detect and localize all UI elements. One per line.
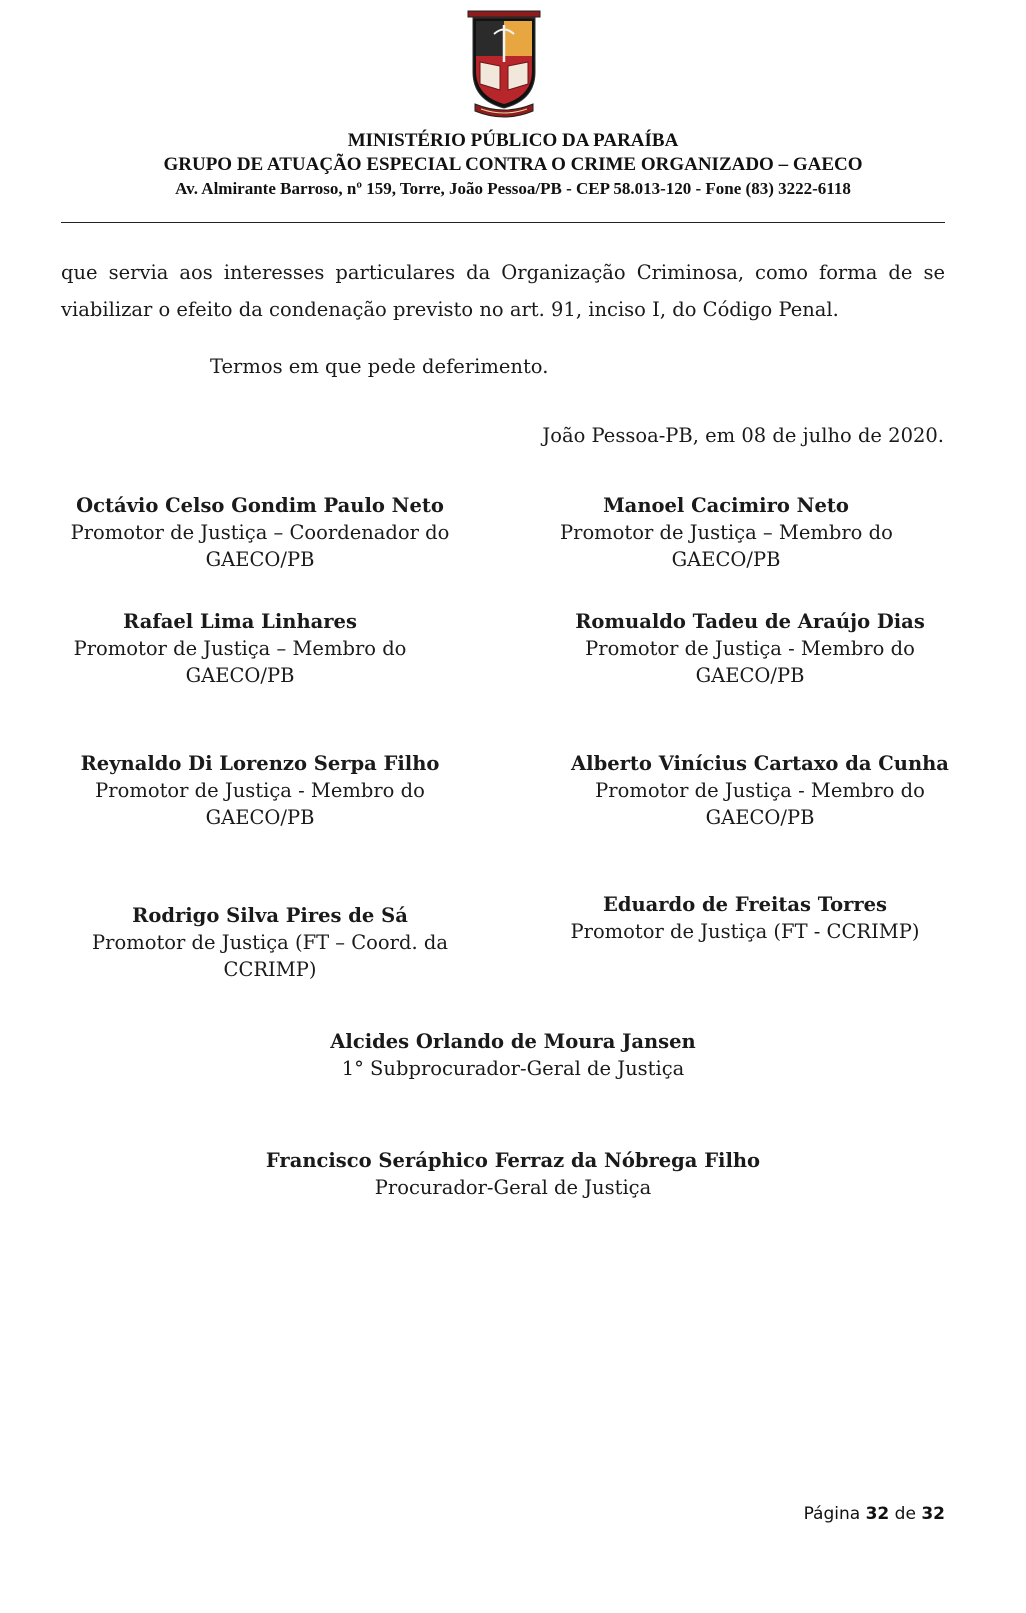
signatory-role: Promotor de Justiça – Membro do bbox=[560, 521, 893, 544]
signatory-role: Promotor de Justiça - Membro do bbox=[595, 779, 925, 802]
page-label: Página bbox=[803, 1504, 861, 1524]
signatory-org: CCRIMP) bbox=[223, 958, 317, 981]
signature-block bbox=[60, 608, 420, 689]
signatory-org: GAECO/PB bbox=[695, 664, 805, 687]
signatory-name: Manoel Cacimiro Neto bbox=[603, 494, 849, 517]
paragraph-line: que servia aos interesses particulares da Organização Criminosa, como forma de se bbox=[61, 261, 945, 284]
signature-block bbox=[560, 608, 940, 689]
signatory-name: Eduardo de Freitas Torres bbox=[602, 893, 888, 916]
signatory-name: Reynaldo Di Lorenzo Serpa Filho bbox=[80, 752, 440, 775]
date-line: João Pessoa-PB, em 08 de julho de 2020. bbox=[542, 424, 944, 447]
signatory-name: Alberto Vinícius Cartaxo da Cunha bbox=[571, 752, 949, 775]
header-address: Av. Almirante Barroso, nº 159, Torre, João Pessoa/PB - CEP 58.013-120 - Fone (83) 3222-6118 bbox=[175, 179, 851, 198]
signature-block bbox=[60, 750, 460, 831]
signature-block bbox=[555, 750, 965, 831]
signatory-org: GAECO/PB bbox=[671, 548, 781, 571]
signatory-role: Promotor de Justiça – Coordenador do bbox=[70, 521, 450, 544]
header-group: GRUPO DE ATUAÇÃO ESPECIAL CONTRA O CRIME ORGANIZADO – GAECO bbox=[163, 154, 863, 175]
page-total: 32 bbox=[921, 1504, 945, 1524]
header-divider bbox=[61, 222, 945, 223]
signatory-role: 1° Subprocurador-Geral de Justiça bbox=[341, 1057, 685, 1080]
paragraph-line: viabilizar o efeito da condenação previsto no art. 91, inciso I, do Código Penal. bbox=[61, 298, 839, 321]
signatory-name: Francisco Seráphico Ferraz da Nóbrega Filho bbox=[265, 1149, 761, 1172]
coat-of-arms-icon bbox=[467, 10, 541, 118]
signatory-name: Octávio Celso Gondim Paulo Neto bbox=[76, 494, 444, 517]
signature-block bbox=[60, 902, 480, 983]
signatory-role: Promotor de Justiça (FT – Coord. da bbox=[92, 931, 448, 954]
page-counter bbox=[804, 1504, 945, 1524]
signatory-org: GAECO/PB bbox=[185, 664, 295, 687]
signatory-role: Promotor de Justiça - Membro do bbox=[95, 779, 425, 802]
page-separator: de bbox=[894, 1504, 916, 1524]
signature-block bbox=[213, 1028, 813, 1082]
signature-block bbox=[560, 492, 892, 573]
signatory-org: GAECO/PB bbox=[205, 548, 315, 571]
signatory-name: Rodrigo Silva Pires de Sá bbox=[132, 904, 408, 927]
signatory-role: Promotor de Justiça – Membro do bbox=[73, 637, 407, 660]
signature-block bbox=[213, 1147, 813, 1201]
page-current: 32 bbox=[865, 1504, 890, 1524]
closing-phrase: Termos em que pede deferimento. bbox=[210, 355, 549, 378]
signatory-name: Alcides Orlando de Moura Jansen bbox=[330, 1030, 696, 1053]
signatory-name: Romualdo Tadeu de Araújo Dias bbox=[575, 610, 925, 633]
signature-block bbox=[555, 891, 935, 945]
signatory-role: Promotor de Justiça (FT - CCRIMP) bbox=[570, 920, 920, 943]
signatory-org: GAECO/PB bbox=[205, 806, 315, 829]
signatory-role: Procurador-Geral de Justiça bbox=[374, 1176, 652, 1199]
signatory-org: GAECO/PB bbox=[705, 806, 815, 829]
header-institution: MINISTÉRIO PÚBLICO DA PARAÍBA bbox=[347, 130, 679, 151]
signatory-name: Rafael Lima Linhares bbox=[123, 610, 357, 633]
body-paragraph bbox=[61, 254, 945, 328]
signatory-role: Promotor de Justiça - Membro do bbox=[585, 637, 915, 660]
signature-block bbox=[60, 492, 460, 573]
